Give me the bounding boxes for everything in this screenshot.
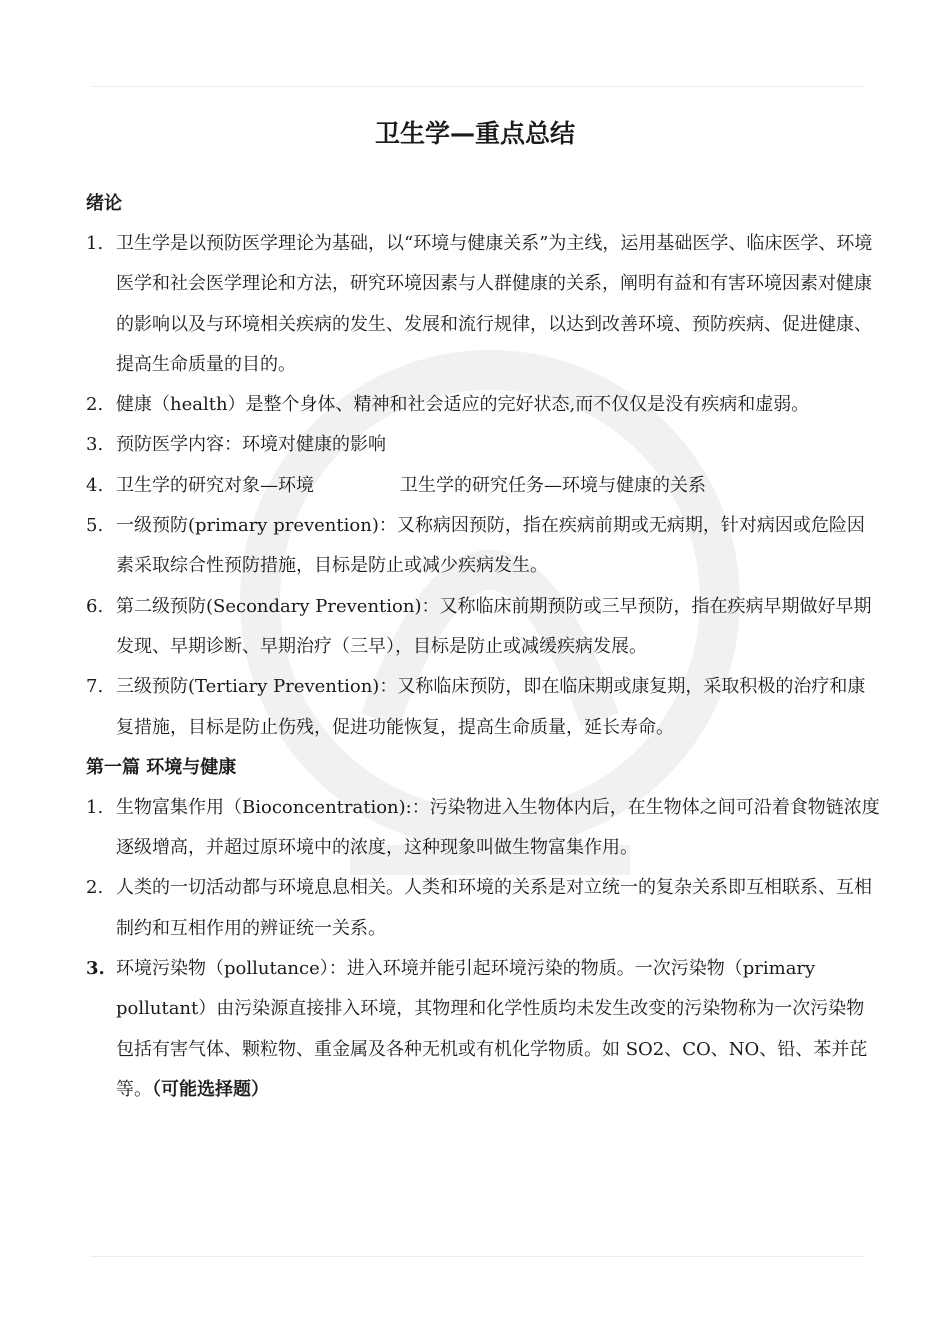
item-text: 生物富集作用（Bioconcentration):：污染物进入生物体内后，在生物体之间可沿着食物链浓度逐级增高，并超过原环境中的浓度，这种现象叫做生物富集作用。 <box>116 796 880 859</box>
list-item <box>86 949 886 1110</box>
item-number: 1. <box>86 233 104 254</box>
item-number: 4. <box>86 474 104 496</box>
item-text-pair <box>116 466 881 506</box>
list-item <box>86 425 886 465</box>
item-text-secondary: 卫生学的研究任务—环境与健康的关系 <box>400 474 706 496</box>
item-text-with-note <box>116 949 881 1110</box>
item-number: 3. <box>86 434 104 456</box>
item-number: 1. <box>86 796 104 818</box>
item-text: 第二级预防(Secondary Prevention)：又称临床前期预防或三早预防，指在疾病早期做好早期发现、早期诊断、早期治疗（三早），目标是防止或减缓疾病发展。 <box>116 595 872 657</box>
item-number: 2. <box>86 877 104 899</box>
item-text: 健康（health）是整个身体、精神和社会适应的完好状态,而不仅仅是没有疾病和虚弱。 <box>116 394 810 416</box>
list-item <box>86 385 886 425</box>
section-heading-intro: 绪论 <box>86 193 122 214</box>
item-number: 6. <box>86 595 104 617</box>
item-number: 3. <box>86 958 105 980</box>
list-item <box>86 466 886 506</box>
item-number: 2. <box>86 394 104 416</box>
item-text: 人类的一切活动都与环境息息相关。人类和环境的关系是对立统一的复杂关系即互相联系、互相制约和互相作用的辨证统一关系。 <box>116 877 872 939</box>
item-text: 预防医学内容：环境对健康的影响 <box>116 434 386 456</box>
item-note: （可能选择题） <box>152 1078 269 1100</box>
section-heading-environment-health: 第一篇 环境与健康 <box>86 756 237 778</box>
list-item <box>86 868 886 949</box>
document-body <box>86 184 886 1110</box>
list-item <box>86 667 886 748</box>
header-rule <box>90 86 865 87</box>
list-item <box>86 224 886 385</box>
document-title: 卫生学—重点总结 <box>374 119 575 148</box>
item-text: 卫生学的研究对象—环境 <box>116 474 314 496</box>
item-number: 7. <box>86 676 104 698</box>
item-text: 三级预防(Tertiary Prevention)：又称临床预防，即在临床期或康复期，采取积极的治疗和康复措施，目标是防止伤残，促进功能恢复，提高生命质量，延长寿命。 <box>116 676 866 738</box>
footer-rule <box>90 1256 865 1257</box>
item-text: 环境污染物（pollutance）：进入环境并能引起环境污染的物质。一次污染物（primary pollutant）由污染源直接排入环境，其物理和化学性质均未发生改变的污染物称为一次污染物 包括有害气体、颗粒物、重金属及各种无机或有机化学物质。如 SO2、CO、NO、铅、苯并芘等。 <box>116 958 868 1100</box>
list-item <box>86 506 886 587</box>
item-text: 一级预防(primary prevention)：又称病因预防，指在疾病前期或无病期，针对病因或危险因素采取综合性预防措施，目标是防止或减少疾病发生。 <box>116 515 865 577</box>
list-item <box>86 587 886 668</box>
list-item <box>86 788 886 869</box>
item-number: 5. <box>86 515 104 537</box>
item-text: 卫生学是以预防医学理论为基础，以“环境与健康关系”为主线，运用基础医学、临床医学、环境医学和社会医学理论和方法，研究环境因素与人群健康的关系，阐明有益和有害环境因素对健康的影响以及与环境相关疾病的发生、发展和流行规律，以达到改善环境、预防疾病、促进健康、提高生命质量的目的。 <box>116 233 873 375</box>
